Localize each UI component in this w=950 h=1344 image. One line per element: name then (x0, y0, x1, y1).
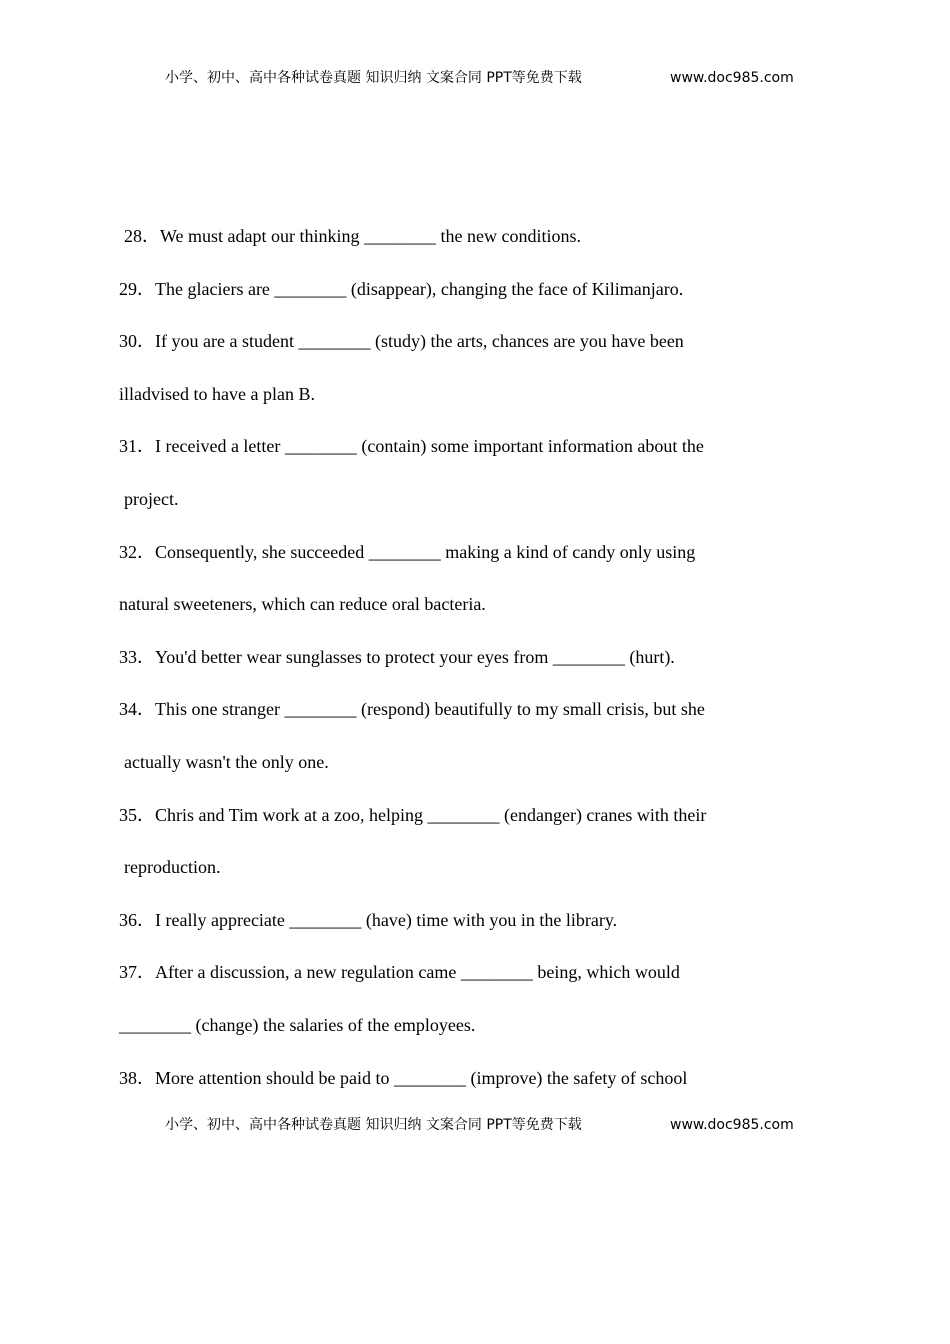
footer-text: 小学、初中、高中各种试卷真题 知识归纳 文案合同 PPT等免费下载 (165, 1117, 582, 1133)
question-36: 36．I really appreciate ________ (have) time with you in the library. (119, 909, 618, 930)
question-30: 30．If you are a student ________ (study) the arts, chances are you have been (119, 331, 684, 352)
question-34-continued: actually wasn't the only one. (124, 751, 329, 772)
header-site-link[interactable]: www.doc985.com (670, 70, 794, 86)
question-30-continued: illadvised to have a plan B. (119, 383, 315, 404)
question-38: 38．More attention should be paid to ________ (improve) the safety of school (119, 1067, 688, 1088)
question-33: 33．You'd better wear sunglasses to protect your eyes from ________ (hurt). (119, 646, 675, 667)
question-32: 32．Consequently, she succeeded ________ making a kind of candy only using (119, 541, 696, 562)
footer-site-link[interactable]: www.doc985.com (670, 1117, 794, 1133)
question-35-continued: reproduction. (124, 857, 221, 878)
question-32-continued: natural sweeteners, which can reduce oral bacteria. (119, 594, 486, 615)
page-footer (165, 1114, 805, 1136)
question-34: 34．This one stranger ________ (respond) beautifully to my small crisis, but she (119, 699, 705, 720)
question-28: 28．We must adapt our thinking ________ the new conditions. (124, 226, 581, 246)
question-31: 31．I received a letter ________ (contain) some important information about the (119, 436, 704, 457)
exercise-content (119, 210, 779, 1104)
question-37-continued: ________ (change) the salaries of the employees. (119, 1014, 476, 1035)
question-29: 29．The glaciers are ________ (disappear), changing the face of Kilimanjaro. (119, 278, 684, 299)
question-35: 35．Chris and Tim work at a zoo, helping ________ (endanger) cranes with their (119, 804, 707, 825)
question-31-continued: project. (124, 488, 179, 509)
header-text: 小学、初中、高中各种试卷真题 知识归纳 文案合同 PPT等免费下载 (165, 70, 582, 86)
question-37: 37．After a discussion, a new regulation came ________ being, which would (119, 962, 680, 983)
page-header (165, 67, 805, 89)
